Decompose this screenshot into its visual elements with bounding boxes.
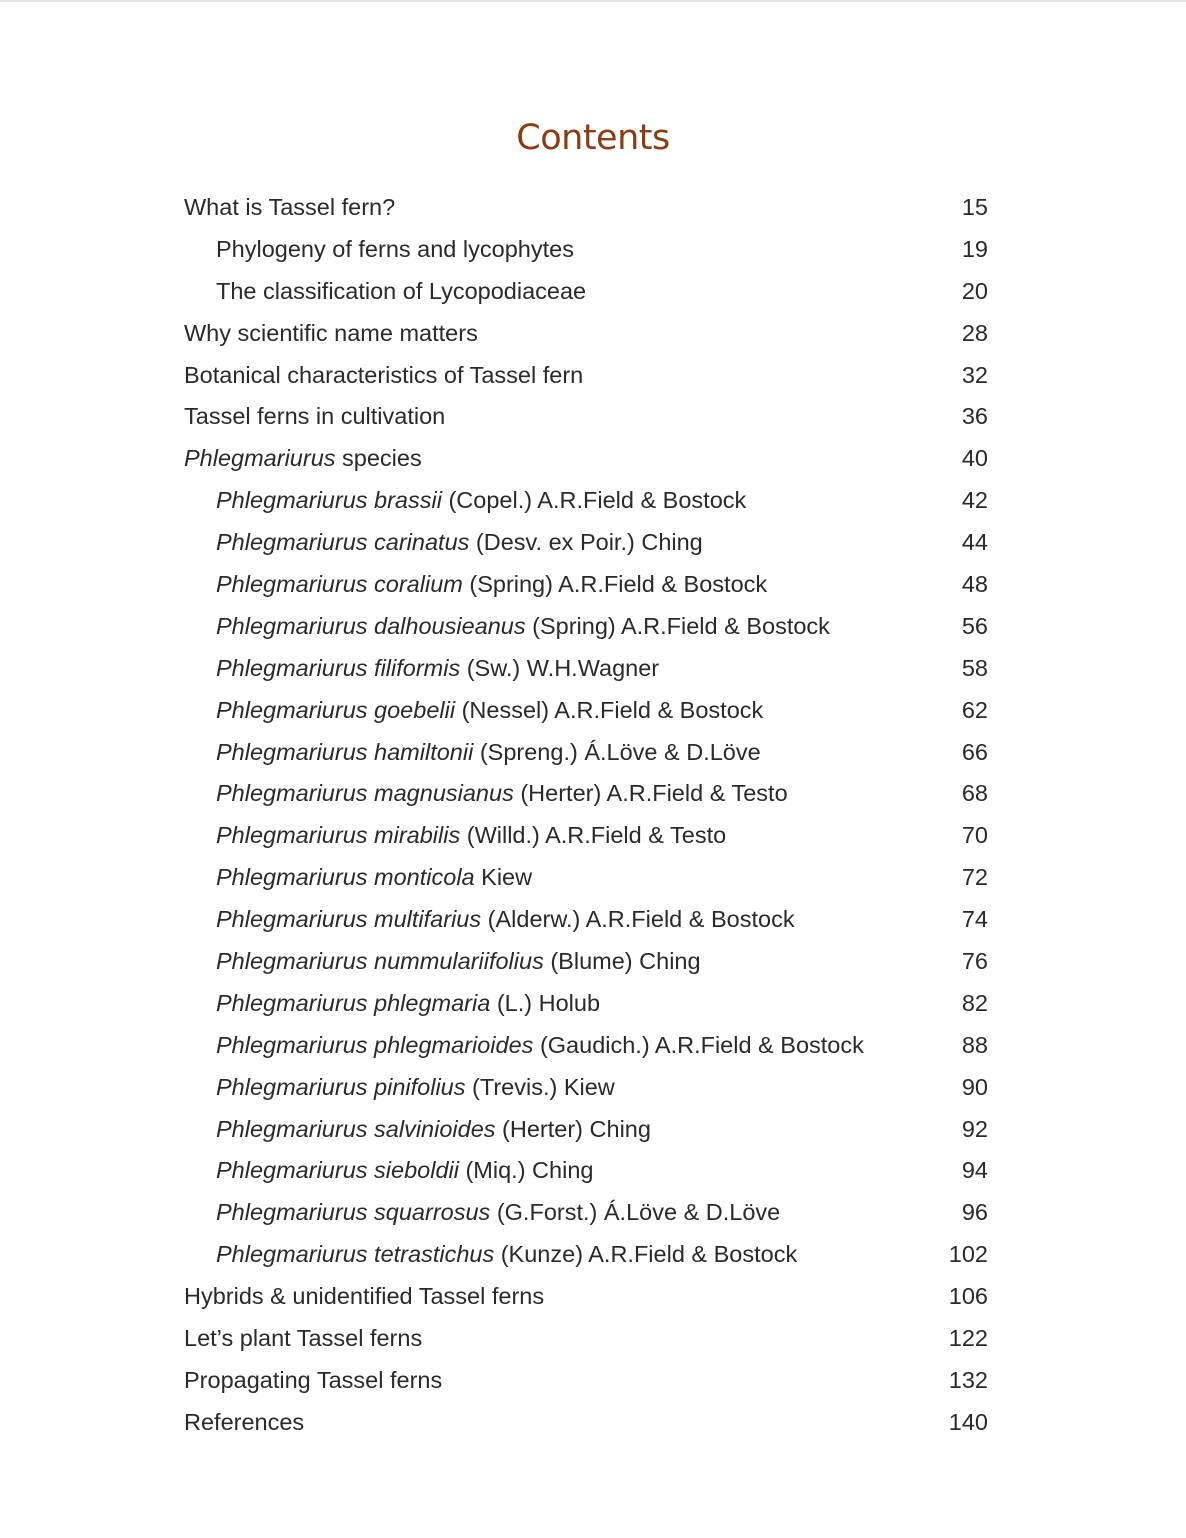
toc-entry-scientific-name: Phlegmariurus: [184, 445, 336, 472]
toc-entry-title: [216, 1067, 615, 1109]
toc-entry[interactable]: [184, 271, 988, 313]
toc-entry-scientific-name: Phlegmariurus sieboldii: [216, 1157, 459, 1184]
toc-entry[interactable]: [184, 690, 988, 732]
toc-entry-label: (Sw.) W.H.Wagner: [460, 654, 660, 681]
toc-entry-title: [216, 857, 532, 899]
toc-entry-title: [216, 271, 586, 313]
toc-entry[interactable]: [184, 857, 988, 899]
toc-entry-page-number: 32: [961, 361, 988, 388]
toc-entry-page-number: 140: [948, 1408, 988, 1435]
toc-entry-page-number: 106: [948, 1283, 988, 1310]
toc-entry-label: (Spring) A.R.Field & Bostock: [462, 571, 768, 598]
toc-entry-page-number: 68: [961, 780, 988, 807]
toc-entry-scientific-name: Phlegmariurus salvinioides: [216, 1115, 496, 1142]
toc-entry-label: (Willd.) A.R.Field & Testo: [460, 822, 727, 849]
toc-entry-label: (Gaudich.) A.R.Field & Bostock: [533, 1031, 864, 1058]
toc-entry-label: (Alderw.) A.R.Field & Bostock: [481, 906, 795, 933]
toc-entry-page-number: 19: [961, 235, 988, 262]
toc-entry-page-number: 70: [961, 822, 988, 849]
toc-entry-label: (Spring) A.R.Field & Bostock: [525, 612, 830, 639]
toc-entry[interactable]: [184, 1109, 988, 1151]
toc-entry-label: Phylogeny of ferns and lycophytes: [216, 235, 574, 262]
toc-entry-page-number: 122: [948, 1325, 988, 1352]
toc-entry-title: [216, 773, 788, 815]
toc-entry-title: [184, 1360, 442, 1402]
toc-entry-label: (Blume) Ching: [543, 948, 701, 975]
toc-entry[interactable]: [184, 1402, 988, 1444]
toc-entry[interactable]: [184, 522, 988, 564]
toc-entry-title: [216, 732, 761, 774]
toc-entry-scientific-name: Phlegmariurus magnusianus: [216, 780, 514, 807]
toc-entry-title: [216, 899, 795, 941]
toc-entry-page-number: 42: [961, 487, 988, 514]
page-title: Contents: [516, 118, 670, 159]
toc-entry-page-number: 44: [961, 529, 988, 556]
toc-entry-scientific-name: Phlegmariurus multifarius: [216, 906, 482, 933]
toc-entry-label: What is Tassel fern?: [184, 194, 396, 220]
toc-entry-page-number: 48: [961, 571, 988, 598]
toc-entry-page-number: 76: [961, 948, 988, 975]
toc-entry-scientific-name: Phlegmariurus goebelii: [216, 696, 456, 723]
toc-entry[interactable]: [184, 732, 988, 774]
toc-entry-page-number: 132: [948, 1366, 988, 1393]
toc-entry-page-number: 40: [961, 445, 988, 472]
toc-entry[interactable]: [184, 1150, 988, 1192]
toc-entry-page-number: 88: [961, 1031, 988, 1058]
toc-entry-title: [184, 355, 583, 397]
toc-entry-page-number: 94: [961, 1157, 988, 1184]
toc-entry-scientific-name: Phlegmariurus squarrosus: [216, 1199, 491, 1226]
toc-entry-scientific-name: Phlegmariurus filiformis: [216, 654, 461, 681]
toc-entry-label: (Herter) A.R.Field & Testo: [513, 780, 788, 807]
toc-entry[interactable]: [184, 480, 988, 522]
toc-entry-scientific-name: Phlegmariurus phlegmaria: [216, 989, 491, 1016]
toc-entry[interactable]: [184, 187, 988, 229]
page-top-edge: [0, 0, 1186, 2]
toc-entry-scientific-name: Phlegmariurus nummulariifolius: [216, 948, 544, 975]
toc-entry[interactable]: [184, 229, 988, 271]
toc-entry-scientific-name: Phlegmariurus phlegmarioides: [216, 1031, 534, 1058]
toc-entry-title: [216, 1150, 593, 1192]
toc-entry-page-number: 20: [961, 277, 988, 304]
toc-entry[interactable]: [184, 1276, 988, 1318]
toc-entry-page-number: 28: [961, 319, 988, 346]
toc-entry-label: (Copel.) A.R.Field & Bostock: [441, 487, 747, 514]
toc-entry-label: (Miq.) Ching: [458, 1157, 594, 1184]
toc-entry-label: (Trevis.) Kiew: [465, 1073, 615, 1100]
toc-entry[interactable]: [184, 1234, 988, 1276]
toc-entry-label: Why scientific name matters: [184, 319, 478, 346]
toc-entry-scientific-name: Phlegmariurus hamiltonii: [216, 738, 474, 765]
toc-entry[interactable]: [184, 815, 988, 857]
toc-entry[interactable]: [184, 438, 988, 480]
toc-entry-scientific-name: Phlegmariurus monticola: [216, 864, 475, 891]
toc-entry[interactable]: [184, 1360, 988, 1402]
toc-entry-label: The classification of Lycopodiaceae: [216, 277, 587, 304]
toc-entry-title: [216, 983, 600, 1025]
toc-entry-label: References: [184, 1408, 305, 1435]
toc-entry[interactable]: [184, 1067, 988, 1109]
toc-entry-page-number: 15: [961, 194, 988, 220]
toc-entry-label: species: [335, 445, 422, 472]
toc-entry-label: Kiew: [474, 864, 533, 891]
toc-entry-label: (Kunze) A.R.Field & Bostock: [494, 1241, 798, 1268]
toc-entry-scientific-name: Phlegmariurus dalhousieanus: [216, 612, 526, 639]
toc-entry[interactable]: [184, 1025, 988, 1067]
toc-entry-label: (Desv. ex Poir.) Ching: [469, 529, 703, 556]
toc-entry[interactable]: [184, 941, 988, 983]
toc-entry-scientific-name: Phlegmariurus coralium: [216, 571, 463, 598]
toc-entry-title: [216, 1192, 780, 1234]
toc-entry-label: Let’s plant Tassel ferns: [184, 1325, 423, 1352]
toc-entry-scientific-name: Phlegmariurus tetrastichus: [216, 1241, 495, 1268]
toc-entry-page-number: 66: [961, 738, 988, 765]
toc-entry-label: (Nessel) A.R.Field & Bostock: [455, 696, 764, 723]
toc-entry-title: [216, 522, 703, 564]
toc-entry-page-number: 96: [961, 1199, 988, 1226]
toc-entry-page-number: 36: [961, 403, 988, 430]
toc-entry[interactable]: [184, 564, 988, 606]
toc-entry-label: Hybrids & unidentified Tassel ferns: [184, 1283, 545, 1310]
toc-entry-scientific-name: Phlegmariurus brassii: [216, 487, 442, 514]
toc-entry[interactable]: [184, 648, 988, 690]
toc-entry-title: [216, 1234, 797, 1276]
toc-entry-title: [216, 1109, 651, 1151]
toc-entry-label: Botanical characteristics of Tassel fern: [184, 361, 584, 388]
toc-entry-page-number: 58: [961, 654, 988, 681]
table-of-contents: [184, 187, 988, 1444]
toc-entry-scientific-name: Phlegmariurus pinifolius: [216, 1073, 466, 1100]
toc-entry-page-number: 62: [961, 696, 988, 723]
toc-entry-page-number: 102: [948, 1241, 988, 1268]
toc-entry-title: [184, 396, 445, 438]
toc-entry-title: [216, 564, 767, 606]
toc-entry[interactable]: [184, 355, 988, 397]
toc-entry-scientific-name: Phlegmariurus mirabilis: [216, 822, 461, 849]
toc-entry[interactable]: [184, 773, 988, 815]
toc-entry-title: [216, 480, 746, 522]
toc-entry-label: (Herter) Ching: [495, 1115, 651, 1142]
toc-entry[interactable]: [184, 313, 988, 355]
toc-entry[interactable]: [184, 983, 988, 1025]
toc-entry-title: [216, 1025, 864, 1067]
toc-entry-label: Propagating Tassel ferns: [184, 1366, 443, 1393]
toc-entry[interactable]: [184, 1318, 988, 1360]
toc-entry-title: [184, 187, 395, 229]
toc-entry-scientific-name: Phlegmariurus carinatus: [216, 529, 470, 556]
toc-entry-title: [216, 690, 763, 732]
toc-entry-label: Tassel ferns in cultivation: [184, 403, 446, 430]
toc-entry-title: [184, 438, 422, 480]
toc-entry-label: (Spreng.) Á.Löve & D.Löve: [473, 738, 761, 765]
toc-entry-page-number: 92: [961, 1115, 988, 1142]
toc-entry[interactable]: [184, 1192, 988, 1234]
toc-entry[interactable]: [184, 396, 988, 438]
toc-entry-title: [216, 606, 830, 648]
toc-entry-page-number: 90: [961, 1073, 988, 1100]
toc-entry-page-number: 72: [961, 864, 988, 891]
toc-entry-label: (G.Forst.) Á.Löve & D.Löve: [490, 1199, 781, 1226]
toc-entry[interactable]: [184, 899, 988, 941]
toc-entry-title: [184, 1276, 544, 1318]
toc-entry-title: [216, 229, 574, 271]
toc-entry-page-number: 82: [961, 989, 988, 1016]
toc-entry-label: (L.) Holub: [490, 989, 601, 1016]
toc-entry-page-number: 74: [961, 906, 988, 933]
toc-entry-title: [184, 1402, 304, 1444]
toc-entry-title: [216, 815, 726, 857]
toc-entry[interactable]: [184, 606, 988, 648]
toc-entry-page-number: 56: [961, 612, 988, 639]
toc-entry-title: [184, 313, 478, 355]
toc-entry-title: [216, 648, 659, 690]
toc-entry-title: [216, 941, 701, 983]
toc-entry-title: [184, 1318, 422, 1360]
